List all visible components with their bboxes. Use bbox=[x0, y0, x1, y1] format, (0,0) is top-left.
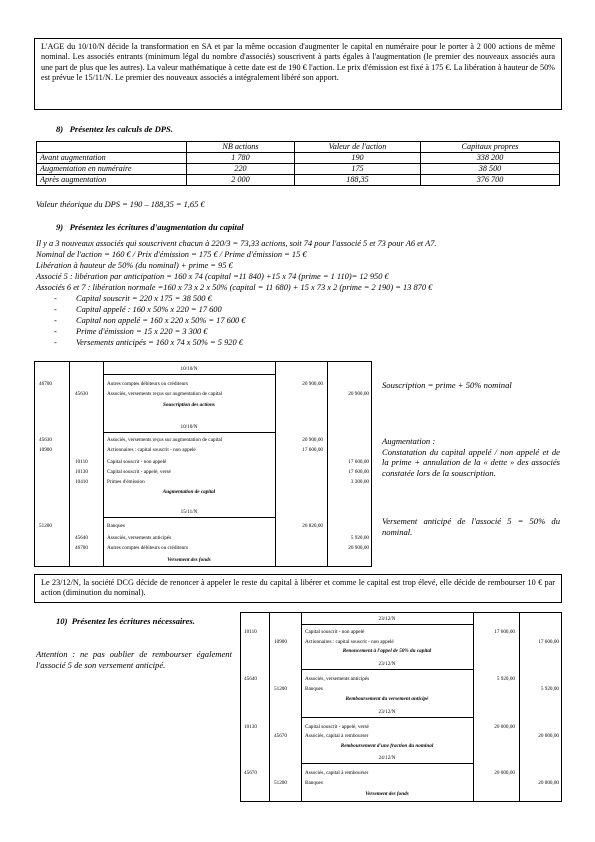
account-label: Actionnaires : capital souscrit - non appelé bbox=[305, 639, 394, 645]
credit-amount: 20 900,00 bbox=[348, 391, 369, 397]
credit-account: 10130 bbox=[75, 469, 88, 475]
debit-amount: 26 820,00 bbox=[302, 523, 323, 529]
bullet-item: - Prime d'émission = 15 x 220 = 3 300 € bbox=[54, 326, 436, 337]
entry-date: 15/11/N bbox=[180, 509, 198, 515]
credit-amount: 5 920,00 bbox=[540, 686, 559, 692]
table-cell: 188,35 bbox=[295, 175, 421, 186]
question-10-title: 10) Présentez les écritures nécessaires. bbox=[56, 616, 195, 626]
account-label: Associés, capital à rembourser bbox=[305, 770, 369, 776]
credit-amount: 17 600,00 bbox=[348, 469, 369, 475]
bullet-item: - Capital appelé : 160 x 50% x 220 = 17 600 bbox=[54, 304, 436, 315]
credit-amount: 3 300,00 bbox=[350, 479, 369, 485]
credit-account: 45630 bbox=[75, 391, 88, 397]
table-cell: 376 700 bbox=[421, 175, 560, 186]
debit-account: 51200 bbox=[39, 523, 52, 529]
table-cell: Avant augmentation bbox=[37, 153, 187, 164]
table-cell: Augmentation en numéraire bbox=[37, 164, 187, 175]
credit-amount: 5 920,00 bbox=[350, 535, 369, 541]
bullet-item: - Versements anticipés = 160 x 74 x 50% = 5 920 € bbox=[54, 337, 436, 348]
account-label: Banques bbox=[305, 686, 323, 692]
debit-amount: 20 000,00 bbox=[494, 724, 515, 730]
entry-label: Renoncement à l'appel de 50% du capital bbox=[342, 648, 432, 654]
table-row bbox=[37, 175, 560, 186]
entry-date: 23/12/N bbox=[378, 616, 396, 622]
debit-amount: 20 000,00 bbox=[494, 770, 515, 776]
table-cell: 175 bbox=[295, 164, 421, 175]
entry-date: 10/10/N bbox=[180, 424, 198, 430]
calc-line: Associés 6 et 7 : libération normale =160 x 73 x 2 x 50% (capital = 11 680) + 15 x 73 x 2 (prime = 2 190) = 13 870 € bbox=[36, 283, 433, 292]
table-cell: 190 bbox=[295, 153, 421, 164]
credit-account: 10900 bbox=[274, 639, 287, 645]
calc-line: Il y a 3 nouveaux associés qui souscrivent chacun à 220/3 = 73,33 actions, soit 74 pour l'associé 5 et 73 pour A6 et A7. bbox=[36, 239, 437, 248]
journal-remboursement bbox=[240, 612, 562, 802]
credit-account: 51200 bbox=[274, 686, 287, 692]
account-label: Capital souscrit - non appelé bbox=[305, 629, 365, 635]
credit-amount: 20 000,00 bbox=[538, 780, 559, 786]
table-row bbox=[37, 153, 560, 164]
account-label: Banques bbox=[305, 780, 323, 786]
table-header: NB actions bbox=[187, 142, 295, 153]
account-label: Capital souscrit - non appelé bbox=[107, 459, 167, 465]
credit-account: 51200 bbox=[274, 780, 287, 786]
decision-box bbox=[34, 574, 562, 603]
account-label: Associés, versements anticipés bbox=[305, 676, 370, 682]
debit-account: 45640 bbox=[244, 676, 257, 682]
dps-value: Valeur théorique du DPS = 190 – 188,35 = 1,65 € bbox=[36, 200, 205, 209]
debit-amount: 5 920,00 bbox=[496, 676, 515, 682]
note-souscription: Souscription = prime + 50% nominal bbox=[382, 380, 512, 390]
table-cell: Après augmentation bbox=[37, 175, 187, 186]
debit-account: 10110 bbox=[244, 629, 257, 635]
entry-label: Souscription des actions bbox=[163, 402, 215, 408]
bullet-item: - Capital souscrit = 220 x 175 = 38 500 € bbox=[54, 293, 436, 304]
debit-amount: 17 600,00 bbox=[494, 629, 515, 635]
account-label: Associés, versements anticipés bbox=[107, 535, 172, 541]
entry-label: Versement des fonds bbox=[167, 557, 211, 563]
calc-line: Nominal de l'action = 160 € / Prix d'émission = 175 € / Prime d'émission = 15 € bbox=[36, 250, 307, 259]
table-cell: 38 500 bbox=[421, 164, 560, 175]
question-8-title: 8) Présentez les calculs de DPS. bbox=[56, 124, 173, 134]
account-label: Capital souscrit - appelé, versé bbox=[107, 469, 171, 475]
debit-amount: 20 900,00 bbox=[302, 381, 323, 387]
calc-line: Libération à hauteur de 50% (du nominal) + prime = 95 € bbox=[36, 261, 233, 270]
intro-box bbox=[34, 38, 562, 110]
entry-date: 23/12/N bbox=[378, 709, 396, 715]
account-label: Associés, versements reçus sur augmentation de capital bbox=[107, 437, 223, 443]
note-augmentation: Augmentation : Constatation du capital appelé / non appelé et de la prime + annulation de la « dette » des associés constatée lors de la souscription. bbox=[382, 436, 560, 479]
debit-account: 45670 bbox=[244, 770, 257, 776]
credit-amount: 17 600,00 bbox=[538, 639, 559, 645]
table-cell: 338 200 bbox=[421, 153, 560, 164]
entry-label: Remboursement du versement anticipé bbox=[345, 696, 429, 702]
question-9-title: 9) Présentez les écritures d'augmentation du capital bbox=[56, 222, 244, 232]
credit-account: 45640 bbox=[75, 535, 88, 541]
dps-table bbox=[36, 141, 560, 186]
table-cell: 1 780 bbox=[187, 153, 295, 164]
note-versement: Versement anticipé de l'associé 5 = 50% du nominal. bbox=[382, 516, 560, 537]
entry-date: 23/12/N bbox=[378, 661, 396, 667]
debit-amount: 20 900,00 bbox=[302, 437, 323, 443]
table-row bbox=[37, 164, 560, 175]
table-row bbox=[37, 142, 560, 153]
decision-text: Le 23/12/N, la société DCG décide de renoncer à appeler le reste du capital à libérer et comme le capital est trop élevé, elle décide de rembourser 10 € par action (diminution du nominal). bbox=[41, 578, 555, 598]
account-label: Autres comptes débiteurs ou créditeurs bbox=[107, 381, 188, 387]
attention-note: Attention : ne pas oublier de rembourser également l'associé 5 de son versement anticipé. bbox=[36, 649, 232, 670]
debit-account: 10900 bbox=[39, 447, 52, 453]
debit-account: 10130 bbox=[244, 724, 257, 730]
credit-account: 46700 bbox=[75, 545, 88, 551]
account-label: Actionnaires : capital souscrit - non appelé bbox=[107, 447, 196, 453]
table-cell: 2 000 bbox=[187, 175, 295, 186]
credit-amount: 17 600,00 bbox=[348, 459, 369, 465]
entry-date: 24/12/N bbox=[378, 755, 396, 761]
calc-line: Associé 5 : libération par anticipation = 160 x 74 (capital =11 840) +15 x 74 (prime = 1 110)= 12 950 € bbox=[36, 272, 389, 281]
credit-account: 45670 bbox=[274, 733, 287, 739]
table-cell bbox=[37, 142, 187, 153]
credit-amount: 20 000,00 bbox=[538, 733, 559, 739]
journal-augmentation bbox=[34, 361, 372, 567]
entry-label: Augmentation de capital bbox=[162, 489, 216, 495]
account-label: Primes d'émission bbox=[107, 479, 145, 485]
account-label: Banques bbox=[107, 523, 125, 529]
account-label: Autres comptes débiteurs ou créditeurs bbox=[107, 545, 188, 551]
entry-date: 10/10/N bbox=[180, 366, 198, 372]
intro-text: L'AGE du 10/10/N décide la transformation en SA et par la même occasion d'augmenter le capital en numéraire pour le porter à 2 000 actions de même nominal. Les associés entrants (minimum légal du nombre d'associés) souscrivent à parts égales à l'augmentation (le premier des nouveaux associés aura une part de plus que les autres). La valeur mathématique à cette date est de 190 € l'action. Le prix d'émission est fixé à 175 €. La libération à hauteur de 50% est prévue le 15/11/N. Le premier des nouveaux associés a intégralement libéré son apport. bbox=[41, 42, 555, 82]
table-header: Capitaux propres bbox=[421, 142, 560, 153]
account-label: Associés, capital à rembourser bbox=[305, 733, 369, 739]
bullet-item: - Capital non appelé = 160 x 220 x 50% = 17 600 € bbox=[54, 315, 436, 326]
table-header: Valeur de l'action bbox=[295, 142, 421, 153]
calculation-lines bbox=[36, 238, 436, 348]
credit-account: 10410 bbox=[75, 479, 88, 485]
debit-amount: 17 600,00 bbox=[302, 447, 323, 453]
account-label: Associés, versements reçus sur augmentation de capital bbox=[107, 391, 223, 397]
debit-account: 46700 bbox=[39, 381, 52, 387]
account-label: Capital souscrit - appelé, versé bbox=[305, 724, 369, 730]
debit-account: 45630 bbox=[39, 437, 52, 443]
credit-account: 10110 bbox=[75, 459, 88, 465]
entry-label: Remboursement d'une fraction du nominal bbox=[340, 743, 434, 749]
table-cell: 220 bbox=[187, 164, 295, 175]
entry-label: Versement des fonds bbox=[365, 791, 409, 797]
credit-amount: 20 900,00 bbox=[348, 545, 369, 551]
